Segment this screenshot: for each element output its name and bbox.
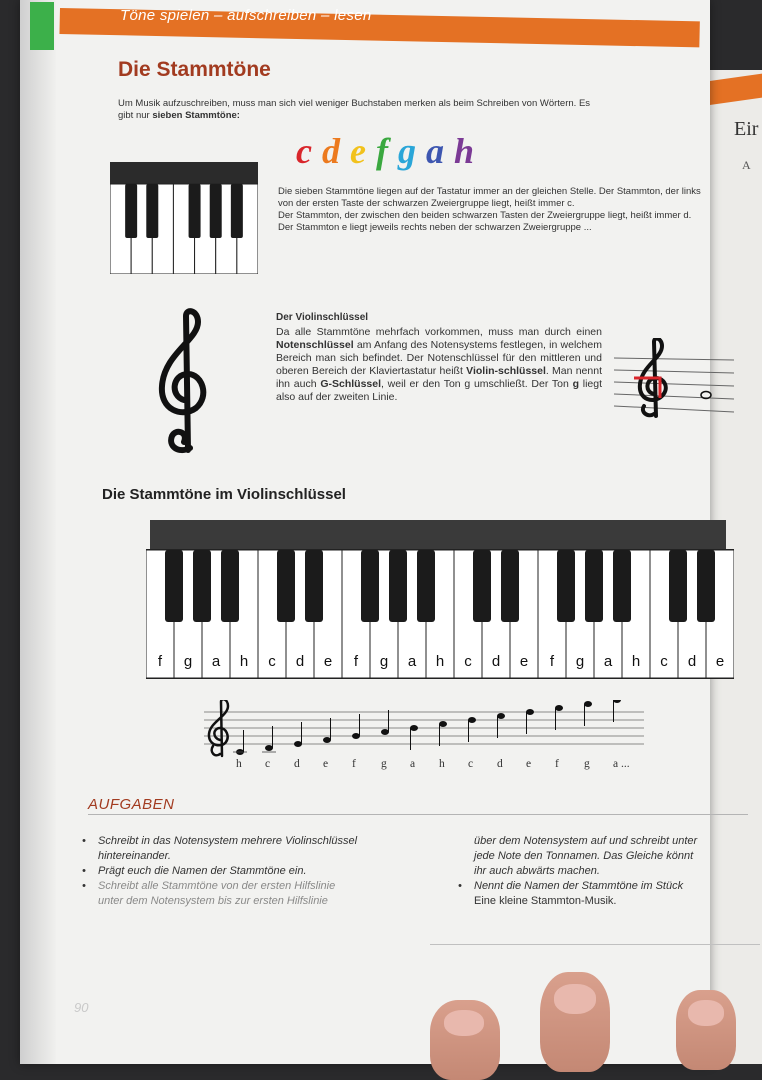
bullet-icon: • — [82, 865, 86, 877]
task-line: Schreibt in das Notensystem mehrere Violinschlüssel — [98, 835, 358, 847]
black-key — [146, 184, 158, 238]
finger — [430, 1000, 500, 1080]
chapter-title: Töne spielen – aufschreiben – lesen — [120, 7, 372, 24]
task-line: hintereinander. — [98, 850, 171, 862]
small-keyboard-illustration — [110, 162, 258, 274]
staff-clef-illustration — [614, 338, 734, 420]
key-label: h — [239, 653, 249, 670]
black-key — [305, 550, 323, 622]
note-name: f — [555, 758, 559, 770]
stammton-letter: f — [375, 131, 398, 171]
finger — [540, 972, 610, 1072]
note-head — [526, 709, 534, 715]
black-key — [501, 550, 519, 622]
black-key — [389, 550, 407, 622]
intro-text: Um Musik aufzuschreiben, muss man sich viel weniger Buchstaben merken als beim Schreiben von Wörtern. Es gibt nur — [118, 98, 591, 121]
stammton-letter: c — [296, 131, 322, 171]
piano-keyboard — [146, 520, 734, 680]
note-head — [294, 741, 302, 747]
note-name: h — [236, 758, 242, 770]
key-label: g — [183, 653, 193, 670]
aufgaben-rule — [88, 814, 748, 815]
black-key — [165, 550, 183, 622]
keyboard-paragraph-2: Der Stammton, der zwischen den beiden schwarzen Tasten der Zweiergruppe liegt, heißt immer d. — [278, 210, 692, 221]
task-line: Schreibt alle Stammtöne von der ersten Hilfslinie — [98, 880, 336, 892]
keyboard-paragraph-1: Die sieben Stammtöne liegen auf der Tastatur immer an der gleichen Stelle. Der Stammton, der links von der ersten Taste der schwarzen Zweiergruppe liegt, heißt immer c. — [278, 186, 701, 209]
task-line: jede Note den Tonnamen. Das Gleiche könnt — [474, 850, 694, 862]
stammton-letter: g — [397, 131, 426, 171]
note-name: f — [352, 758, 356, 770]
key-label: a — [407, 653, 417, 670]
stammton-letter: e — [349, 131, 376, 171]
task-line: unter dem Notensystem bis zur ersten Hilfslinie — [98, 895, 328, 907]
stammton-letter: d — [321, 131, 350, 171]
note-head — [265, 745, 273, 751]
key-label: c — [660, 653, 668, 670]
note-head — [323, 737, 331, 743]
violin-text-c: . Man nennt ihn auch — [276, 365, 602, 390]
note-head — [468, 717, 476, 723]
next-page-small-text: A — [742, 158, 751, 172]
note-name: d — [294, 758, 300, 770]
task-line: Prägt euch die Namen der Stammtöne ein. — [98, 865, 307, 877]
key-label: h — [631, 653, 641, 670]
black-key — [613, 550, 631, 622]
note-name: e — [323, 758, 329, 770]
key-label: d — [687, 653, 697, 670]
key-label: f — [353, 653, 359, 670]
violin-text-b: am Anfang des Notensystems festlegen, in welchem Bereich man sich befindet. Der Notenschlüssel für den mittleren und oberen Bereich der Klaviertastatur heißt — [276, 339, 602, 377]
key-label: g — [379, 653, 389, 670]
tasks-right-column — [456, 834, 762, 909]
task-line: über dem Notensystem auf und schreibt unter — [474, 835, 698, 847]
note-name: a ... — [613, 758, 630, 770]
key-label: e — [323, 653, 333, 670]
violin-text-a: Da alle Stammtöne mehrfach vorkommen, muss man durch einen — [276, 326, 602, 338]
task-line: ihr auch abwärts machen. — [474, 865, 600, 877]
violin-bold-b: Violin-schlüssel — [466, 365, 546, 377]
black-key — [193, 550, 211, 622]
note-head — [584, 701, 592, 707]
note-head — [352, 733, 360, 739]
stammton-letter: h — [453, 131, 484, 171]
key-label: d — [295, 653, 305, 670]
task-item — [80, 834, 450, 864]
task-item — [80, 879, 450, 909]
key-label: c — [464, 653, 472, 670]
next-page-snippet: Eir — [734, 118, 759, 140]
black-key — [361, 550, 379, 622]
violin-bold-c: G-Schlüssel — [320, 378, 382, 390]
section-title: Die Stammtöne im Violinschlüssel — [102, 486, 346, 503]
bullet-icon: • — [82, 880, 86, 892]
keyboard-explanation — [278, 186, 718, 234]
note-head — [381, 729, 389, 735]
black-key — [473, 550, 491, 622]
finger — [676, 990, 736, 1070]
task-item — [456, 879, 762, 909]
black-key — [277, 550, 295, 622]
note-name: e — [526, 758, 532, 770]
black-key — [231, 184, 243, 238]
stammton-letter: a — [425, 131, 454, 171]
note-name: g — [381, 758, 387, 770]
black-key — [585, 550, 603, 622]
key-label: f — [549, 653, 555, 670]
stammtoene-letters — [296, 130, 484, 172]
intro-paragraph — [118, 98, 598, 122]
violin-text-e: liegt also auf der zweiten Linie. — [276, 378, 603, 403]
black-key — [125, 184, 137, 238]
black-key — [210, 184, 222, 238]
task-line: Eine kleine Stammton-Musik. — [474, 895, 617, 907]
violin-text-d: , weil er den Ton g umschließt. Der Ton — [381, 378, 569, 390]
violin-subtitle: Der Violinschlüssel — [276, 312, 369, 323]
key-label: d — [491, 653, 501, 670]
page-edge — [20, 0, 56, 1064]
black-key — [669, 550, 687, 622]
key-label: c — [268, 653, 276, 670]
note-name: g — [584, 758, 590, 770]
key-label: e — [715, 653, 725, 670]
note-head — [613, 700, 621, 703]
note-name: c — [265, 758, 271, 770]
black-key — [417, 550, 435, 622]
page-title: Die Stammtöne — [118, 58, 271, 81]
key-label: h — [435, 653, 445, 670]
bullet-icon: • — [82, 835, 86, 847]
task-item — [80, 864, 450, 879]
black-key — [221, 550, 239, 622]
treble-clef-icon — [150, 308, 220, 458]
violin-bold-d: g — [572, 378, 579, 390]
intro-bold: sieben Stammtöne: — [152, 110, 240, 121]
violin-paragraph — [276, 326, 602, 404]
task-line: Nennt die Namen der Stammtöne im Stück — [474, 880, 684, 892]
note-head — [555, 705, 563, 711]
note-head — [410, 725, 418, 731]
bottom-rule — [430, 944, 760, 945]
aufgaben-title: AUFGABEN — [88, 796, 175, 813]
page-number: 90 — [74, 1000, 89, 1015]
bullet-icon: • — [458, 880, 462, 892]
key-label: a — [211, 653, 221, 670]
black-key — [189, 184, 201, 238]
note-name: a — [410, 758, 416, 770]
keyboard-paragraph-3: Der Stammton e liegt jeweils rechts neben der schwarzen Zweiergruppe ... — [278, 222, 592, 233]
note-name: d — [497, 758, 503, 770]
tasks-left-column — [80, 834, 450, 909]
black-key — [557, 550, 575, 622]
key-label: g — [575, 653, 585, 670]
key-label: a — [603, 653, 613, 670]
key-label: f — [157, 653, 163, 670]
violin-bold-a: Notenschlüssel — [276, 339, 354, 351]
note-name: h — [439, 758, 445, 770]
note-head — [439, 721, 447, 727]
chapter-tab — [30, 2, 54, 50]
task-item-continued — [456, 834, 762, 879]
key-label: e — [519, 653, 529, 670]
note-head — [497, 713, 505, 719]
note-name: c — [468, 758, 474, 770]
black-key — [697, 550, 715, 622]
